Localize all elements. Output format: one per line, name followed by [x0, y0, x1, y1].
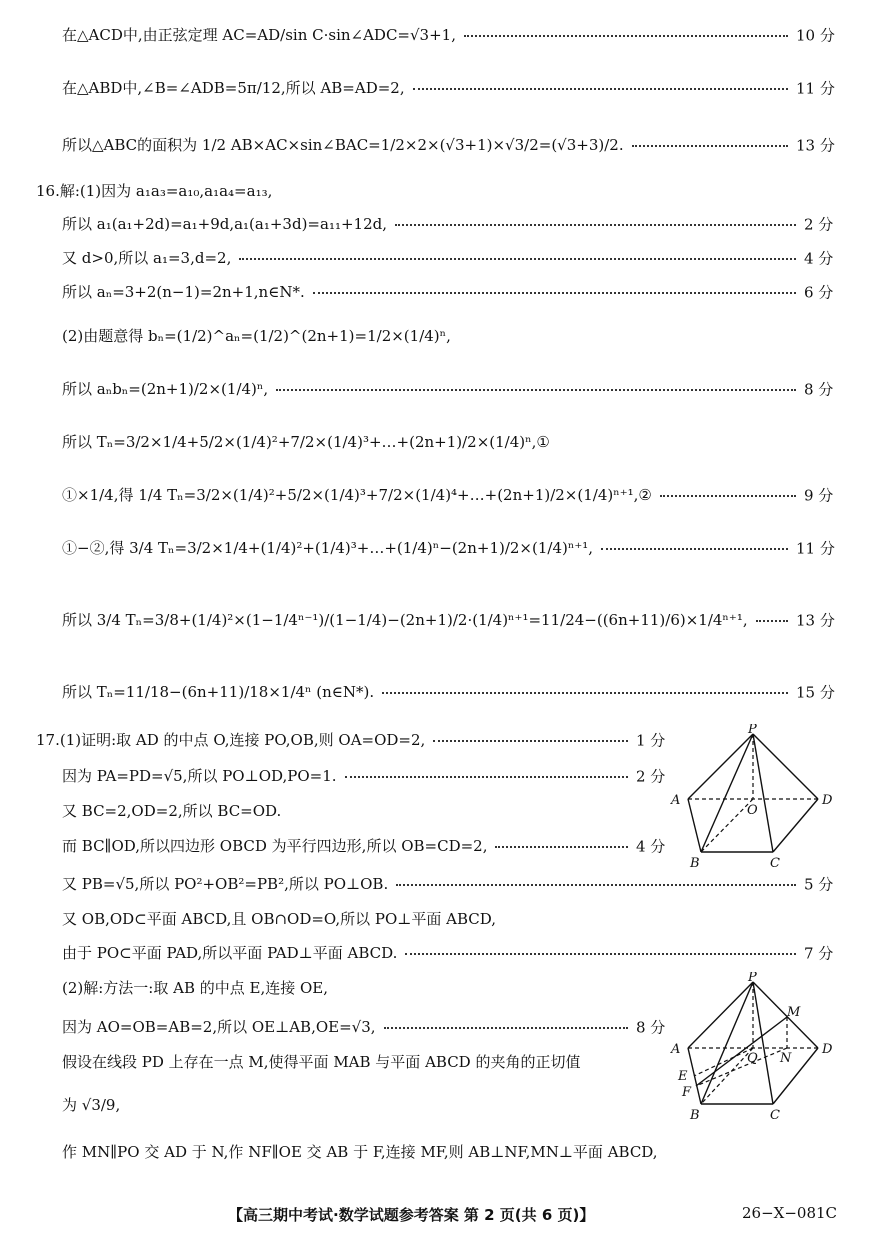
line-text: 又 PB=√5,所以 PO²+OB²=PB²,所以 PO⊥OB.: [62, 875, 389, 893]
label-a: A: [671, 1042, 681, 1057]
line-text: 所以 a₁(a₁+2d)=a₁+9d,a₁(a₁+3d)=a₁₁+12d,: [62, 215, 387, 233]
label-a: A: [671, 793, 681, 808]
line-score: 8 分: [636, 1018, 666, 1037]
solution-line: [0, 369, 870, 409]
line-score: 7 分: [804, 944, 834, 963]
solution-line: [0, 475, 870, 515]
line-text: (2)解:方法一:取 AB 的中点 E,连接 OE,: [62, 979, 329, 997]
label-c: C: [770, 1108, 780, 1122]
label-m: M: [787, 1005, 801, 1020]
label-e: E: [678, 1069, 688, 1084]
line-text: 所以 aₙbₙ=(2n+1)/2×(1/4)ⁿ,: [62, 380, 269, 398]
solution-line: [0, 316, 870, 356]
label-d: D: [822, 1042, 833, 1057]
dotted-leader: [405, 953, 796, 955]
line-text: 17.(1)证明:取 AD 的中点 O,连接 PO,OB,则 OA=OD=2,: [36, 731, 426, 749]
line-score: 8 分: [804, 380, 834, 399]
line-score: 5 分: [804, 875, 834, 894]
label-b: B: [690, 856, 700, 869]
line-text: 因为 PA=PD=√5,所以 PO⊥OD,PO=1.: [62, 767, 337, 785]
line-text: 16.解:(1)因为 a₁a₃=a₁₀,a₁a₄=a₁₃,: [36, 182, 273, 200]
dotted-leader: [756, 620, 788, 622]
dotted-leader: [395, 224, 796, 226]
solution-line: [0, 933, 870, 973]
line-score: 6 分: [804, 283, 834, 302]
solution-line: [0, 1132, 870, 1172]
line-score: 13 分: [796, 136, 835, 155]
label-b: B: [690, 1108, 700, 1122]
line-text: 为 √3/9,: [62, 1096, 121, 1114]
dotted-leader: [396, 884, 796, 886]
solution-line: [0, 672, 870, 712]
pyramid-figure-1: [668, 724, 838, 869]
line-score: 1 分: [636, 731, 666, 750]
line-score: 4 分: [804, 249, 834, 268]
pyramid-diagram-2: [668, 972, 838, 1122]
line-text: 所以 Tₙ=11/18−(6n+11)/18×1/4ⁿ (n∈N*).: [62, 683, 375, 701]
label-p: P: [748, 972, 757, 985]
line-text: 而 BC∥OD,所以四边形 OBCD 为平行四边形,所以 OB=CD=2,: [62, 837, 488, 855]
label-n: N: [780, 1051, 792, 1066]
line-text: 所以 3/4 Tₙ=3/8+(1/4)²×(1−1/4ⁿ⁻¹)/(1−1/4)−(2n+1)/2·(1/4)ⁿ⁺¹=11/24−((6n+11)/6)×1/4ⁿ⁺¹,: [62, 611, 748, 629]
solution-line: [0, 600, 870, 640]
line-text: 又 d>0,所以 a₁=3,d=2,: [62, 249, 232, 267]
line-score: 11 分: [796, 539, 835, 558]
line-score: 10 分: [796, 26, 835, 45]
line-score: 2 分: [636, 767, 666, 786]
dotted-leader: [384, 1027, 628, 1029]
pyramid-diagram-1: [668, 724, 838, 869]
line-score: 2 分: [804, 215, 834, 234]
line-text: 在△ACD中,由正弦定理 AC=AD/sin C·sin∠ADC=√3+1,: [62, 26, 456, 44]
label-d: D: [822, 793, 833, 808]
label-o: O: [747, 803, 758, 818]
line-text: 因为 AO=OB=AB=2,所以 OE⊥AB,OE=√3,: [62, 1018, 376, 1036]
solution-line: [0, 528, 870, 568]
line-text: 所以 aₙ=3+2(n−1)=2n+1,n∈N*.: [62, 283, 305, 301]
dotted-leader: [660, 495, 796, 497]
dotted-leader: [276, 389, 796, 391]
solution-line: [0, 68, 870, 108]
label-c: C: [770, 856, 780, 869]
line-text: 在△ABD中,∠B=∠ADB=5π/12,所以 AB=AD=2,: [62, 79, 405, 97]
dotted-leader: [433, 740, 628, 742]
dotted-leader: [313, 292, 796, 294]
line-score: 9 分: [804, 486, 834, 505]
dotted-leader: [239, 258, 796, 260]
solution-line: [0, 422, 870, 462]
solution-line: [0, 125, 870, 165]
line-text: 所以△ABC的面积为 1/2 AB×AC×sin∠BAC=1/2×2×(√3+1)×√3/2=(√3+3)/2.: [62, 136, 624, 154]
line-score: 4 分: [636, 837, 666, 856]
line-score: 15 分: [796, 683, 835, 702]
dotted-leader: [601, 548, 788, 550]
line-score: 13 分: [796, 611, 835, 630]
dotted-leader: [413, 88, 788, 90]
solution-line: [0, 272, 870, 312]
line-text: ①−②,得 3/4 Tₙ=3/2×1/4+(1/4)²+(1/4)³+…+(1/4)ⁿ−(2n+1)/2×(1/4)ⁿ⁺¹,: [62, 539, 594, 557]
line-text: 作 MN∥PO 交 AD 于 N,作 NF∥OE 交 AB 于 F,连接 MF,则 AB⊥NF,MN⊥平面 ABCD,: [62, 1143, 658, 1161]
label-f: F: [682, 1085, 692, 1100]
solution-line: [0, 15, 870, 55]
line-text: 所以 Tₙ=3/2×1/4+5/2×(1/4)²+7/2×(1/4)³+…+(2n+1)/2×(1/4)ⁿ,①: [62, 433, 550, 451]
label-q: Q: [747, 1051, 758, 1066]
footer-code: 26−X−081C: [742, 1204, 838, 1222]
label-p: P: [748, 724, 757, 737]
dotted-leader: [632, 145, 788, 147]
solution-line: [0, 864, 870, 904]
footer-title: 【高三期中考试·数学试题参考答案 第 2 页(共 6 页)】: [228, 1206, 595, 1224]
dotted-leader: [495, 846, 628, 848]
dotted-leader: [345, 776, 628, 778]
line-text: 又 OB,OD⊂平面 ABCD,且 OB∩OD=O,所以 PO⊥平面 ABCD,: [62, 910, 497, 928]
line-score: 11 分: [796, 79, 835, 98]
pyramid-figure-2: [668, 972, 838, 1122]
line-text: ①×1/4,得 1/4 Tₙ=3/2×(1/4)²+5/2×(1/4)³+7/2×(1/4)⁴+…+(2n+1)/2×(1/4)ⁿ⁺¹,②: [62, 486, 652, 504]
dotted-leader: [382, 692, 788, 694]
line-text: 假设在线段 PD 上存在一点 M,使得平面 MAB 与平面 ABCD 的夹角的正切值: [62, 1053, 581, 1071]
dotted-leader: [464, 35, 788, 37]
line-text: 又 BC=2,OD=2,所以 BC=OD.: [62, 802, 282, 820]
page-footer: [0, 1198, 870, 1228]
line-text: 由于 PO⊂平面 PAD,所以平面 PAD⊥平面 ABCD.: [62, 944, 398, 962]
line-text: (2)由题意得 bₙ=(1/2)^aₙ=(1/2)^(2n+1)=1/2×(1/4)ⁿ,: [62, 327, 451, 345]
